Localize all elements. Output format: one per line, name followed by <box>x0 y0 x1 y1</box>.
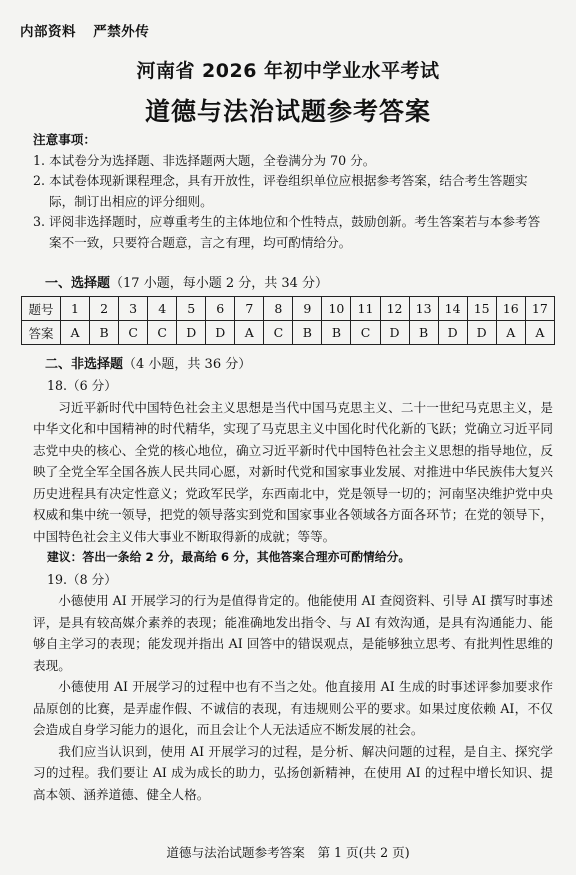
answer-cell: C <box>119 321 148 345</box>
answer-cell: D <box>206 321 235 345</box>
note-item <box>33 171 548 212</box>
suggestion-text: 答出一条给 2 分，最高给 6 分，其他答案合理亦可酌情给分。 <box>82 550 411 564</box>
answer-cell: A <box>525 321 554 345</box>
question-number: 2 <box>90 297 119 321</box>
question-19-paragraph: 小德使用 AI 开展学习的行为是值得肯定的。他能使用 AI 查阅资料、引导 AI 撰写时事述评，是具有较高媒介素养的表现；能准确地发出指令、与 AI 有效沟通，是具有沟通能力、能够自主学习的表现；能发现并指出 AI 回答中的错误观点，是能够独立思考、有批判性思维的表现。 <box>33 593 553 673</box>
note-item <box>33 212 548 253</box>
exam-title: 河南省 2026 年初中学业水平考试 <box>136 60 440 82</box>
question-19-paragraph: 小德使用 AI 开展学习的过程中也有不当之处。他直接用 AI 生成的时事述评参加要求作品原创的比赛，是弄虚作假、不诚信的表现，有违规则公平的要求。如果过度依赖 AI，不仅会造成自身学习能力的退化，而且会让个人无法适应不断发展的社会。 <box>33 679 553 737</box>
answer-cell: B <box>409 321 438 345</box>
question-number: 3 <box>119 297 148 321</box>
section1-heading <box>45 272 328 291</box>
question-number: 17 <box>525 297 554 321</box>
note-number: 2. <box>33 173 46 188</box>
answer-cell: D <box>380 321 409 345</box>
answer-cell: A <box>496 321 525 345</box>
section1-detail: （17 小题，每小题 2 分，共 34 分） <box>110 276 329 291</box>
notes-heading: 注意事项： <box>33 132 96 147</box>
internal-material-tag: 内部资料 <box>20 24 76 40</box>
answers-body <box>33 375 553 805</box>
question-18-answer: 习近平新时代中国特色社会主义思想是当代中国马克思主义、二十一世纪马克思主义，是中华文化和中国精神的时代精华，实现了马克思主义中国化时代化新的飞跃；党确立习近平同志党中央的核心、全党的核心地位，确立习近平新时代中国特色社会主义思想的指导地位，反映了全党全军全国各族人民共同心愿，对新时代党和国家事业发展、对推进中华民族伟大复兴历史进程具有决定性意义；党政军民学，东西南北中，党是领导一切的；河南坚决维护党中央权威和集中统一领导，把党的领导落实到党和国家事业各领域各方面各环节；在党的领导下，中国特色社会主义伟大事业不断取得新的成就；等等。 <box>33 399 553 544</box>
answer-cell: D <box>438 321 467 345</box>
section2-heading <box>45 353 251 372</box>
section1-title: 一、选择题 <box>45 276 111 291</box>
question-number: 14 <box>438 297 467 321</box>
question-number: 15 <box>467 297 496 321</box>
section2-title: 二、非选择题 <box>45 357 124 372</box>
answer-table <box>21 296 555 345</box>
confidential-stamp <box>20 20 149 40</box>
page-footer: 道德与法治试题参考答案 第 1 页(共 2 页) <box>166 845 410 860</box>
answer-cell: D <box>467 321 496 345</box>
answer-cell: A <box>61 321 90 345</box>
answer-cell: B <box>322 321 351 345</box>
no-distribution-tag: 严禁外传 <box>93 24 150 40</box>
question-19-label: 19.（8 分） <box>47 571 117 587</box>
question-18-label: 18.（6 分） <box>47 378 117 393</box>
note-text: 本试卷分为选择题、非选择题两大题，全卷满分为 70 分。 <box>49 152 376 168</box>
answer-row <box>22 321 555 345</box>
question-number: 7 <box>235 297 264 321</box>
scoring-suggestion <box>33 547 553 569</box>
row-header: 题号 <box>22 297 61 321</box>
answer-cell: B <box>90 321 119 345</box>
question-number: 16 <box>496 297 525 321</box>
answer-cell: C <box>264 321 293 345</box>
note-number: 3. <box>33 214 46 229</box>
question-number: 10 <box>322 297 351 321</box>
note-number: 1. <box>33 152 46 168</box>
question-number: 6 <box>206 297 235 321</box>
question-number: 8 <box>264 297 293 321</box>
note-text: 评阅非选择题时，应尊重考生的主体地位和个性特点，鼓励创新。考生答案若与本参考答案不一致，只要符合题意，言之有理，均可酌情给分。 <box>49 214 541 250</box>
answer-cell: A <box>235 321 264 345</box>
question-number-row <box>22 297 555 321</box>
question-number: 11 <box>351 297 380 321</box>
section2-detail: （4 小题，共 36 分） <box>123 357 252 372</box>
question-number: 9 <box>293 297 322 321</box>
notes-section <box>33 130 548 253</box>
answer-cell: B <box>293 321 322 345</box>
document-title: 道德与法治试题参考答案 <box>144 97 431 126</box>
answer-cell: C <box>148 321 177 345</box>
question-number: 5 <box>177 297 206 321</box>
suggestion-label: 建议： <box>47 550 83 564</box>
answer-cell: C <box>351 321 380 345</box>
question-number: 13 <box>409 297 438 321</box>
row-header: 答案 <box>22 321 61 345</box>
question-19-paragraph: 我们应当认识到，使用 AI 开展学习的过程，是分析、解决问题的过程，是自主、探究学习的过程。我们要让 AI 成为成长的助力，弘扬创新精神，在使用 AI 的过程中增长知识、提高本领、涵养道德、健全人格。 <box>33 743 553 802</box>
note-text: 本试卷体现新课程理念，具有开放性，评卷组织单位应根据参考答案，结合考生答题实际，制订出相应的评分细则。 <box>49 173 528 209</box>
question-number: 4 <box>148 297 177 321</box>
answer-cell: D <box>177 321 206 345</box>
question-number: 12 <box>380 297 409 321</box>
note-item <box>33 151 548 172</box>
question-number: 1 <box>61 297 90 321</box>
